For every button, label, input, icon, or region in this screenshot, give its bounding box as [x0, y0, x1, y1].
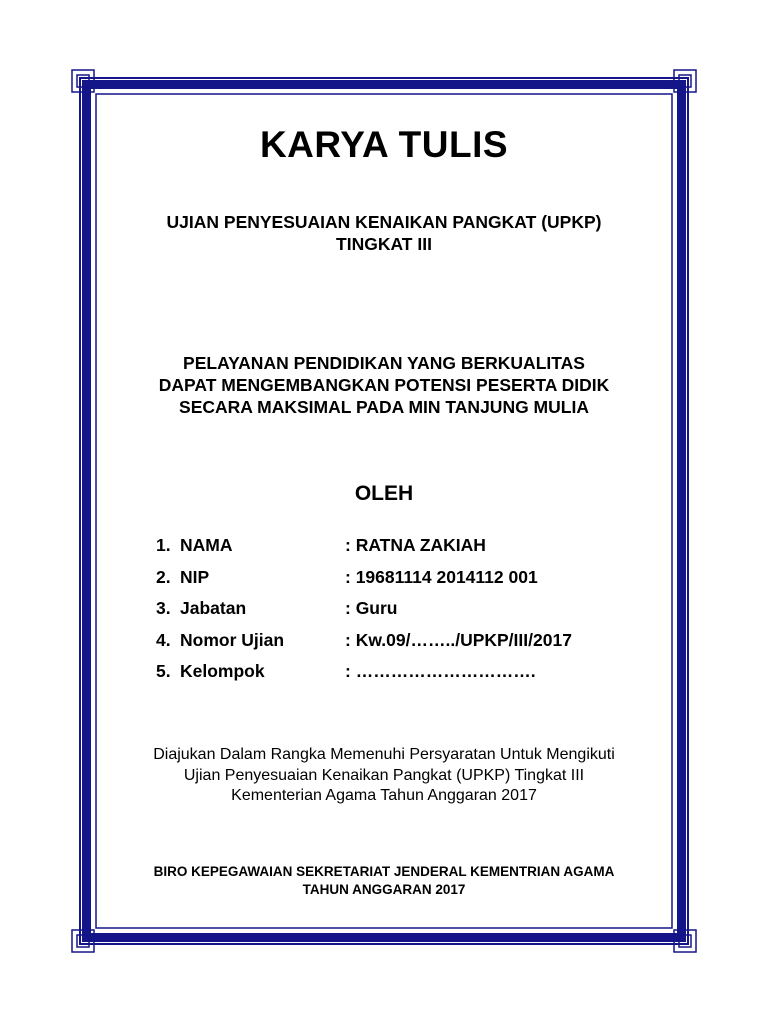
- identity-number: 4.: [156, 629, 171, 650]
- exam-heading-line: UJIAN PENYESUAIAN KENAIKAN PANGKAT (UPKP): [166, 212, 602, 232]
- topic-heading-line: PELAYANAN PENDIDIKAN YANG BERKUALITAS: [183, 353, 585, 373]
- identity-label: Nomor Ujian: [180, 629, 285, 650]
- topic-heading-line: SECARA MAKSIMAL PADA MIN TANJUNG MULIA: [179, 397, 589, 417]
- identity-label: NAMA: [180, 535, 233, 556]
- identity-number: 1.: [156, 535, 171, 556]
- identity-value: : Guru: [345, 598, 398, 619]
- identity-row-group: [156, 656, 572, 688]
- identity-row-nip: [156, 562, 572, 594]
- identity-value: : RATNA ZAKIAH: [345, 535, 486, 556]
- purpose-statement: [0, 745, 768, 807]
- exam-heading: [0, 211, 768, 255]
- office-line: BIRO KEPEGAWAIAN SEKRETARIAT JENDERAL KEMENTRIAN AGAMA: [153, 864, 615, 879]
- topic-heading-line: DAPAT MENGEMBANGKAN POTENSI PESERTA DIDIK: [158, 375, 610, 395]
- document-title: KARYA TULIS: [259, 124, 509, 165]
- office-line: TAHUN ANGGARAN 2017: [302, 881, 466, 897]
- identity-number: 2.: [156, 566, 171, 587]
- identity-list: [156, 530, 572, 688]
- identity-label: NIP: [180, 566, 210, 587]
- topic-heading: [0, 352, 768, 418]
- purpose-line: Diajukan Dalam Rangka Memenuhi Persyaratan Untuk Mengikuti: [153, 746, 615, 763]
- frame-outer-line: [80, 78, 688, 944]
- identity-row-exam-number: [156, 625, 572, 657]
- identity-value: : 19681114 2014112 001: [345, 566, 538, 587]
- identity-row-name: [156, 530, 572, 562]
- exam-heading-line: TINGKAT III: [336, 234, 432, 254]
- purpose-line: Kementerian Agama Tahun Anggaran 2017: [231, 787, 537, 804]
- identity-number: 3.: [156, 598, 171, 619]
- issuing-office: [0, 863, 768, 898]
- identity-number: 5.: [156, 661, 171, 682]
- identity-value: : ………………………….: [345, 661, 536, 682]
- identity-value: : Kw.09/……../UPKP/III/2017: [345, 629, 572, 650]
- identity-label: Jabatan: [180, 598, 247, 619]
- purpose-line: Ujian Penyesuaian Kenaikan Pangkat (UPKP) Tingkat III: [183, 766, 585, 784]
- by-label: OLEH: [354, 482, 414, 505]
- identity-row-position: [156, 593, 572, 625]
- identity-label: Kelompok: [180, 661, 265, 682]
- corner-ornaments: [72, 70, 696, 952]
